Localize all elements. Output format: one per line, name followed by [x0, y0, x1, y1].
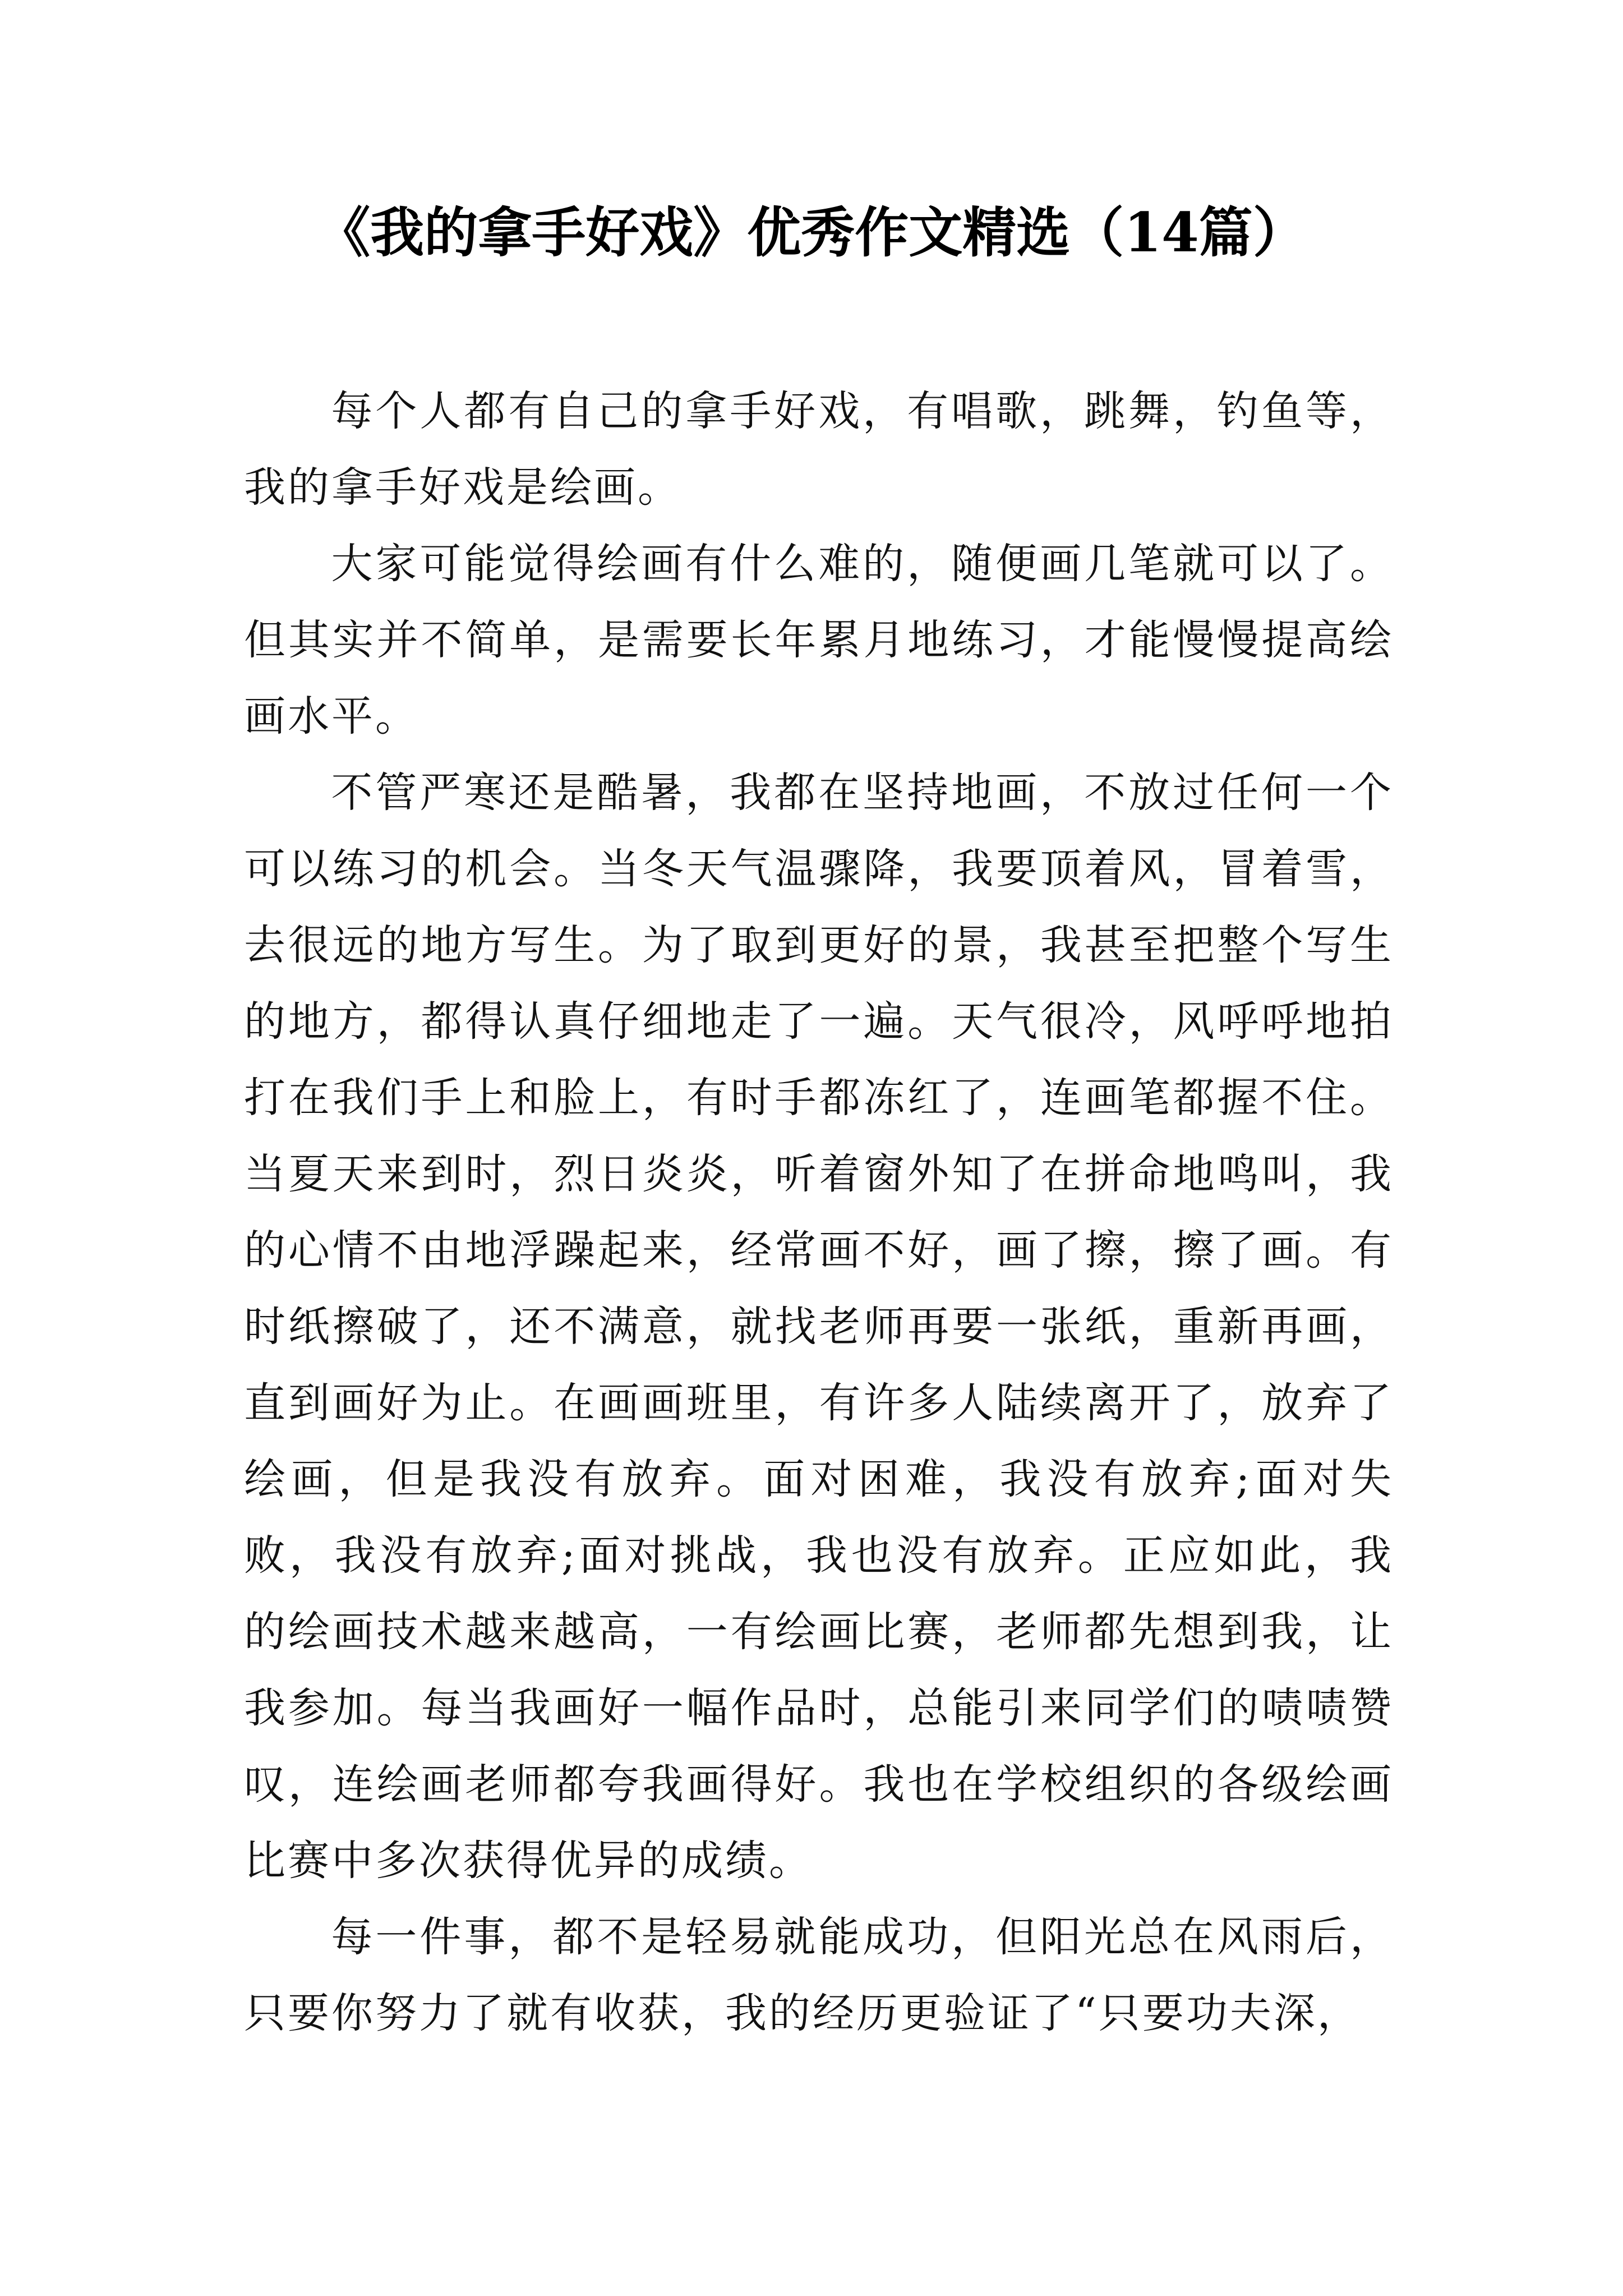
document-body — [244, 373, 1394, 2051]
paragraph-1: 每个人都有自己的拿手好戏，有唱歌，跳舞，钓鱼等，我的拿手好戏是绘画。 — [244, 387, 1394, 512]
paragraph-3: 不管严寒还是酷暑，我都在坚持地画，不放过任何一个可以练习的机会。当冬天气温骤降，我要顶着风，冒着雪，去很远的地方写生。为了取到更好的景，我甚至把整个写生的地方，都得认真仔细地走了一遍。天气很冷，风呼呼地拍打在我们手上和脸上，有时手都冻红了，连画笔都握不住。当夏天来到时，烈日炎炎，听着窗外知了在拼命地鸣叫，我的心情不由地浮躁起来，经常画不好，画了擦，擦了画。有时纸擦破了，还不满意，就找老师再要一张纸，重新再画，直到画好为止。在画画班里，有许多人陆续离开了，放弃了绘画，但是我没有放弃。面对困难，我没有放弃;面对失败，我没有放弃;面对挑战，我也没有放弃。正应如此，我的绘画技术越来越高，一有绘画比赛，老师都先想到我，让我参加。每当我画好一幅作品时，总能引来同学们的啧啧赞叹，连绘画老师都夸我画得好。我也在学校组织的各级绘画比赛中多次获得优异的成绩。 — [244, 769, 1394, 1885]
paragraph-4: 每一件事，都不是轻易就能成功，但阳光总在风雨后，只要你努力了就有收获，我的经历更验证了“只要功夫深， — [244, 1913, 1394, 2037]
paragraph-2: 大家可能觉得绘画有什么难的，随便画几笔就可以了。但其实并不简单，是需要长年累月地练习，才能慢慢提高绘画水平。 — [244, 540, 1394, 740]
document-title: 《我的拿手好戏》优秀作文精选（14篇） — [316, 201, 1307, 264]
